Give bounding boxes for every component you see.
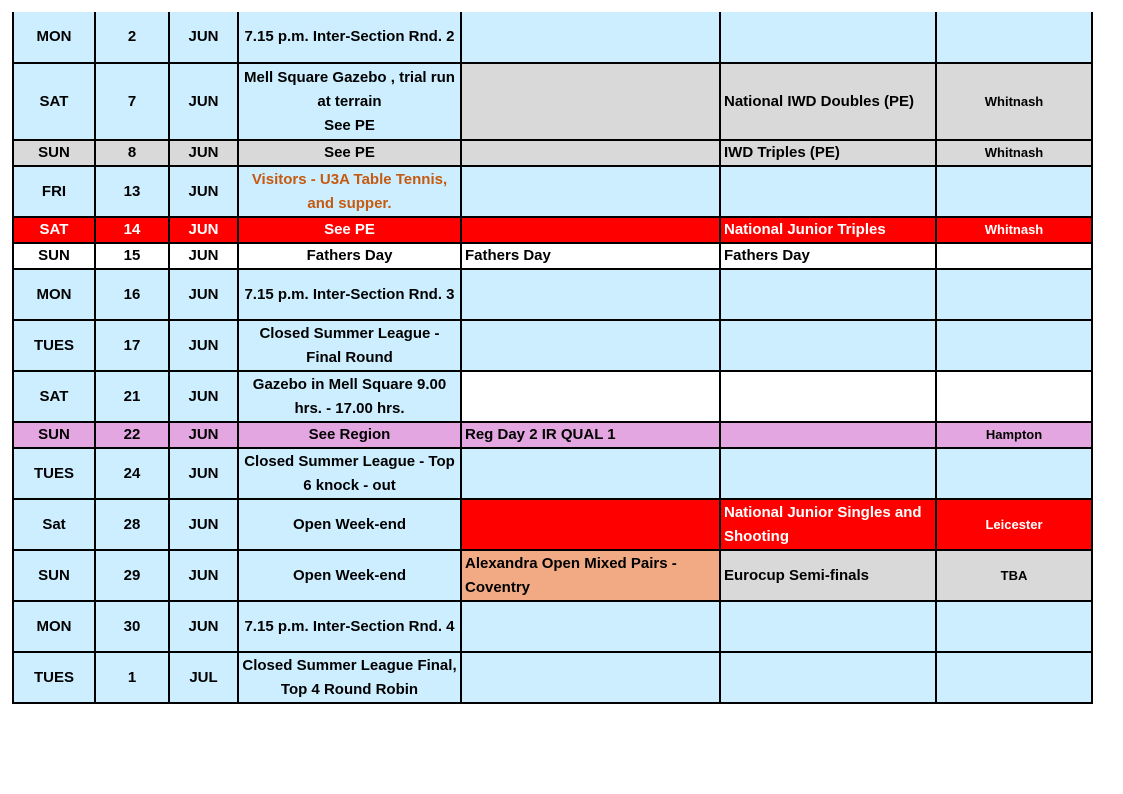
venue-cell: Whitnash (936, 217, 1092, 243)
day-cell: SAT (13, 371, 95, 422)
regional-cell: Reg Day 2 IR QUAL 1 (461, 422, 720, 448)
table-row (13, 550, 1092, 601)
regional-cell (461, 269, 720, 320)
day-cell: TUES (13, 320, 95, 371)
venue-cell: TBA (936, 550, 1092, 601)
date-cell: 1 (95, 652, 169, 703)
table-row (13, 601, 1092, 652)
regional-cell (461, 601, 720, 652)
venue-cell (936, 269, 1092, 320)
regional-cell (461, 448, 720, 499)
month-cell: JUN (169, 217, 238, 243)
venue-cell: Whitnash (936, 140, 1092, 166)
date-cell: 7 (95, 63, 169, 140)
day-cell: SAT (13, 63, 95, 140)
regional-cell (461, 371, 720, 422)
regional-cell: Alexandra Open Mixed Pairs - Coventry (461, 550, 720, 601)
table-row (13, 12, 1092, 63)
national-cell: National IWD Doubles (PE) (720, 63, 936, 140)
day-cell: TUES (13, 652, 95, 703)
day-cell: SAT (13, 217, 95, 243)
event-cell: Open Week-end (238, 550, 461, 601)
table-row (13, 243, 1092, 269)
day-cell: SUN (13, 422, 95, 448)
day-cell: SUN (13, 140, 95, 166)
month-cell: JUN (169, 499, 238, 550)
venue-cell (936, 652, 1092, 703)
event-cell: Closed Summer League Final, Top 4 Round Robin (238, 652, 461, 703)
event-cell: Closed Summer League - Final Round (238, 320, 461, 371)
venue-cell: Whitnash (936, 63, 1092, 140)
regional-cell (461, 140, 720, 166)
venue-cell (936, 601, 1092, 652)
month-cell: JUN (169, 269, 238, 320)
day-cell: FRI (13, 166, 95, 217)
date-cell: 17 (95, 320, 169, 371)
national-cell: National Junior Triples (720, 217, 936, 243)
date-cell: 21 (95, 371, 169, 422)
venue-cell (936, 243, 1092, 269)
event-cell: 7.15 p.m. Inter-Section Rnd. 4 (238, 601, 461, 652)
event-cell: 7.15 p.m. Inter-Section Rnd. 2 (238, 12, 461, 63)
national-cell (720, 320, 936, 371)
month-cell: JUN (169, 63, 238, 140)
venue-cell (936, 166, 1092, 217)
venue-cell: Leicester (936, 499, 1092, 550)
national-cell (720, 166, 936, 217)
day-cell: SUN (13, 243, 95, 269)
regional-cell (461, 166, 720, 217)
fixtures-table (12, 12, 1093, 704)
regional-cell (461, 499, 720, 550)
regional-cell (461, 217, 720, 243)
national-cell (720, 12, 936, 63)
date-cell: 14 (95, 217, 169, 243)
month-cell: JUN (169, 243, 238, 269)
month-cell: JUN (169, 12, 238, 63)
table-row (13, 320, 1092, 371)
event-cell: Visitors - U3A Table Tennis, and supper. (238, 166, 461, 217)
event-cell: See Region (238, 422, 461, 448)
regional-cell (461, 63, 720, 140)
event-cell: 7.15 p.m. Inter-Section Rnd. 3 (238, 269, 461, 320)
national-cell: IWD Triples (PE) (720, 140, 936, 166)
table-row (13, 422, 1092, 448)
venue-cell (936, 371, 1092, 422)
event-cell: Closed Summer League - Top 6 knock - out (238, 448, 461, 499)
national-cell: Fathers Day (720, 243, 936, 269)
event-cell: Gazebo in Mell Square 9.00 hrs. - 17.00 hrs. (238, 371, 461, 422)
venue-cell (936, 448, 1092, 499)
venue-cell (936, 12, 1092, 63)
national-cell (720, 652, 936, 703)
table-row (13, 652, 1092, 703)
date-cell: 29 (95, 550, 169, 601)
table-row (13, 448, 1092, 499)
national-cell (720, 371, 936, 422)
event-cell: Mell Square Gazebo , trial run at terrain See PE (238, 63, 461, 140)
month-cell: JUN (169, 601, 238, 652)
date-cell: 15 (95, 243, 169, 269)
month-cell: JUL (169, 652, 238, 703)
date-cell: 16 (95, 269, 169, 320)
regional-cell (461, 320, 720, 371)
date-cell: 8 (95, 140, 169, 166)
national-cell (720, 448, 936, 499)
month-cell: JUN (169, 422, 238, 448)
regional-cell: Fathers Day (461, 243, 720, 269)
table-row (13, 166, 1092, 217)
day-cell: MON (13, 12, 95, 63)
national-cell (720, 601, 936, 652)
event-cell: See PE (238, 140, 461, 166)
national-cell (720, 422, 936, 448)
table-row (13, 63, 1092, 140)
date-cell: 2 (95, 12, 169, 63)
table-row (13, 499, 1092, 550)
national-cell: National Junior Singles and Shooting (720, 499, 936, 550)
month-cell: JUN (169, 320, 238, 371)
month-cell: JUN (169, 371, 238, 422)
date-cell: 24 (95, 448, 169, 499)
month-cell: JUN (169, 140, 238, 166)
event-cell: Open Week-end (238, 499, 461, 550)
month-cell: JUN (169, 166, 238, 217)
event-cell: Fathers Day (238, 243, 461, 269)
table-row (13, 269, 1092, 320)
table-row (13, 140, 1092, 166)
date-cell: 22 (95, 422, 169, 448)
date-cell: 13 (95, 166, 169, 217)
day-cell: MON (13, 269, 95, 320)
event-cell: See PE (238, 217, 461, 243)
venue-cell (936, 320, 1092, 371)
regional-cell (461, 652, 720, 703)
date-cell: 30 (95, 601, 169, 652)
table-row (13, 217, 1092, 243)
regional-cell (461, 12, 720, 63)
national-cell: Eurocup Semi-finals (720, 550, 936, 601)
day-cell: SUN (13, 550, 95, 601)
month-cell: JUN (169, 448, 238, 499)
day-cell: TUES (13, 448, 95, 499)
day-cell: MON (13, 601, 95, 652)
date-cell: 28 (95, 499, 169, 550)
venue-cell: Hampton (936, 422, 1092, 448)
month-cell: JUN (169, 550, 238, 601)
national-cell (720, 269, 936, 320)
day-cell: Sat (13, 499, 95, 550)
table-row (13, 371, 1092, 422)
